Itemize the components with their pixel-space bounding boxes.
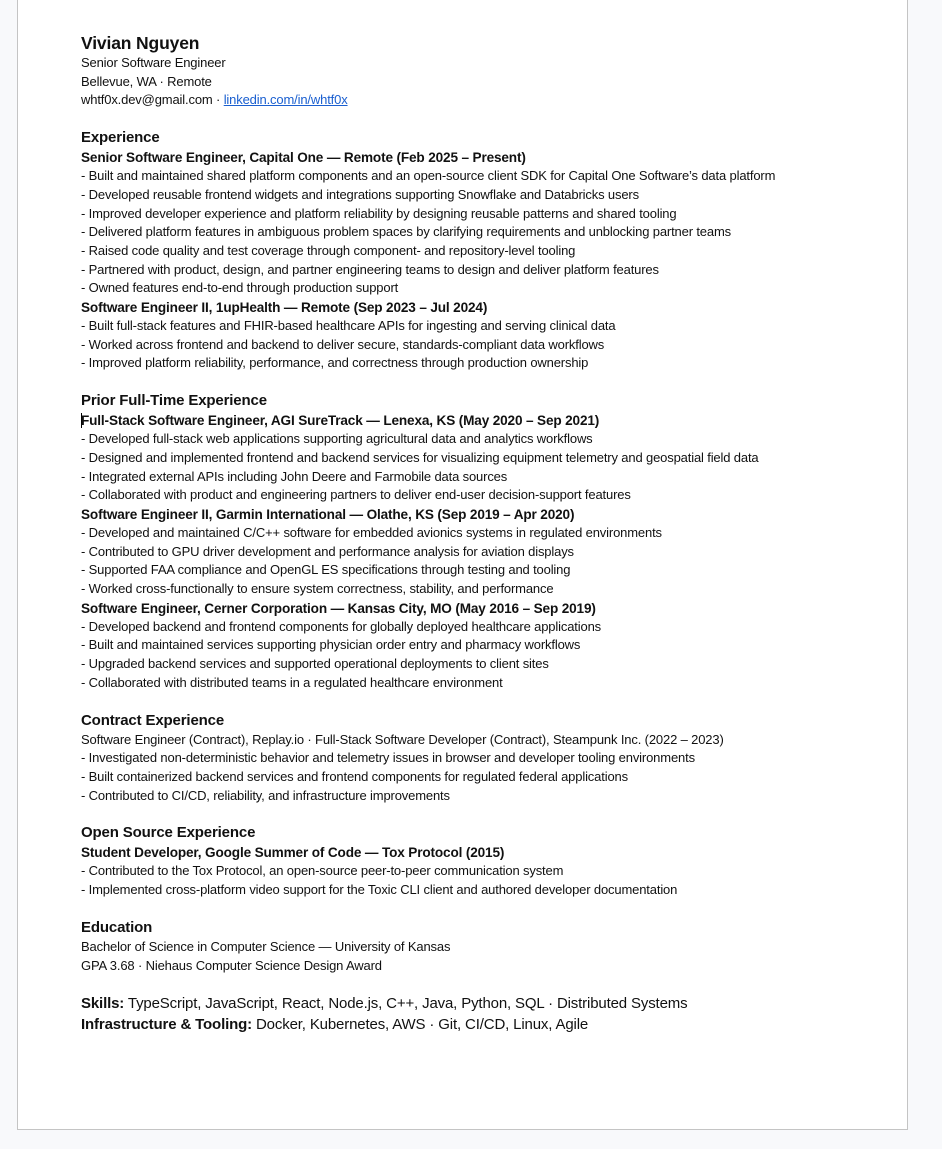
skills-line <box>81 993 871 1014</box>
open-source-bullet: - Contributed to the Tox Protocol, an open-source peer-to-peer communication system <box>81 863 564 879</box>
job-title: Full-Stack Software Engineer, AGI SureTrack — Lenexa, KS (May 2020 – Sep 2021) <box>81 413 600 429</box>
job-bullet: - Designed and implemented frontend and backend services for visualizing equipment telemetry and geospatial field data <box>81 449 759 465</box>
job-title: Senior Software Engineer, Capital One — Remote (Feb 2025 – Present) <box>81 150 526 166</box>
contract-bullet: - Built containerized backend services and frontend components for regulated federal applications <box>81 768 628 784</box>
job-bullet: - Developed backend and frontend components for globally deployed healthcare applications <box>81 618 602 634</box>
education-section <box>81 918 871 975</box>
job-entry <box>81 298 871 373</box>
email-text: whtf0x.dev@gmail.com <box>81 92 213 108</box>
linkedin-link[interactable]: linkedin.com/in/whtf0x <box>223 92 348 108</box>
job-title-row <box>81 411 871 430</box>
infrastructure-line <box>81 1014 871 1035</box>
skills-label: Skills: <box>81 995 125 1013</box>
job-bullet: - Upgraded backend services and supported operational deployments to client sites <box>81 656 549 672</box>
job-title: Software Engineer II, Garmin International — Olathe, KS (Sep 2019 – Apr 2020) <box>81 506 575 522</box>
job-bullet: - Improved platform reliability, performance, and correctness through production ownership <box>81 355 589 371</box>
contract-summary: Software Engineer (Contract), Replay.io · Full-Stack Software Developer (Contract), Steampunk Inc. (2022 – 2023) <box>81 731 724 747</box>
job-bullet: - Contributed to GPU driver development and performance analysis for aviation displays <box>81 543 574 559</box>
job-bullet: - Owned features end-to-end through production support <box>81 280 399 296</box>
section-heading-prior-experience: Prior Full-Time Experience <box>81 392 267 410</box>
document-page[interactable] <box>17 0 908 1130</box>
candidate-name: Vivian Nguyen <box>81 33 200 53</box>
job-bullet: - Developed and maintained C/C++ software for embedded avionics systems in regulated environments <box>81 524 662 540</box>
experience-section <box>81 128 871 373</box>
resume-header <box>81 32 871 110</box>
infrastructure-label: Infrastructure & Tooling: <box>81 1016 252 1034</box>
job-bullet: - Built full-stack features and FHIR-based healthcare APIs for ingesting and serving clinical data <box>81 318 616 334</box>
job-bullet: - Delivered platform features in ambiguous problem spaces by clarifying requirements and unblocking partner teams <box>81 224 731 240</box>
contract-bullet: - Investigated non-deterministic behavior and telemetry issues in browser and developer tooling environments <box>81 750 695 766</box>
job-entry <box>81 599 871 693</box>
contact-separator: · <box>212 92 224 108</box>
section-heading-contract-experience: Contract Experience <box>81 711 225 729</box>
skills-value: TypeScript, JavaScript, React, Node.js, C++, Java, Python, SQL · Distributed Systems <box>124 995 688 1013</box>
section-heading-education: Education <box>81 918 153 936</box>
section-heading-experience: Experience <box>81 129 160 147</box>
job-bullet: - Developed reusable frontend widgets and integrations supporting Snowflake and Databricks users <box>81 186 639 202</box>
open-source-bullet: - Implemented cross-platform video support for the Toxic CLI client and authored developer documentation <box>81 882 678 898</box>
candidate-location: Bellevue, WA · Remote <box>81 73 212 89</box>
job-title: Software Engineer II, 1upHealth — Remote (Sep 2023 – Jul 2024) <box>81 300 488 316</box>
job-bullet: - Worked across frontend and backend to deliver secure, standards-compliant data workflows <box>81 336 605 352</box>
job-bullet: - Improved developer experience and platform reliability by designing reusable patterns and shared tooling <box>81 205 677 221</box>
job-title: Software Engineer, Cerner Corporation — Kansas City, MO (May 2016 – Sep 2019) <box>81 600 596 616</box>
section-heading-open-source: Open Source Experience <box>81 824 256 842</box>
job-bullet: - Built and maintained services supporting physician order entry and pharmacy workflows <box>81 637 581 653</box>
job-entry <box>81 411 871 505</box>
open-source-title: Student Developer, Google Summer of Code — Tox Protocol (2015) <box>81 845 505 861</box>
contract-experience-section <box>81 711 871 806</box>
job-bullet: - Supported FAA compliance and OpenGL ES specifications through testing and tooling <box>81 562 571 578</box>
education-degree: Bachelor of Science in Computer Science — University of Kansas <box>81 938 451 954</box>
job-bullet: - Integrated external APIs including John Deere and Farmobile data sources <box>81 468 508 484</box>
job-entry <box>81 148 871 298</box>
job-bullet: - Worked cross-functionally to ensure system correctness, stability, and performance <box>81 581 554 597</box>
job-bullet: - Collaborated with product and engineering partners to deliver end-user decision-support features <box>81 487 631 503</box>
job-bullet: - Collaborated with distributed teams in a regulated healthcare environment <box>81 674 503 690</box>
prior-experience-section <box>81 391 871 692</box>
resume-content[interactable] <box>81 32 871 1035</box>
job-bullet: - Raised code quality and test coverage through component- and repository-level tooling <box>81 242 576 258</box>
job-bullet: - Built and maintained shared platform components and an open-source client SDK for Capital One Software’s data platform <box>81 168 776 184</box>
candidate-title: Senior Software Engineer <box>81 55 226 70</box>
infrastructure-value: Docker, Kubernetes, AWS · Git, CI/CD, Linux, Agile <box>251 1016 589 1034</box>
job-bullet: - Partnered with product, design, and partner engineering teams to design and deliver platform features <box>81 261 659 277</box>
contract-bullet: - Contributed to CI/CD, reliability, and infrastructure improvements <box>81 787 450 803</box>
skills-section <box>81 993 871 1035</box>
open-source-section <box>81 823 871 899</box>
job-bullet: - Developed full-stack web applications supporting agricultural data and analytics workflows <box>81 431 593 447</box>
education-details: GPA 3.68 · Niehaus Computer Science Design Award <box>81 957 382 973</box>
job-entry <box>81 505 871 599</box>
contact-line <box>81 91 871 110</box>
